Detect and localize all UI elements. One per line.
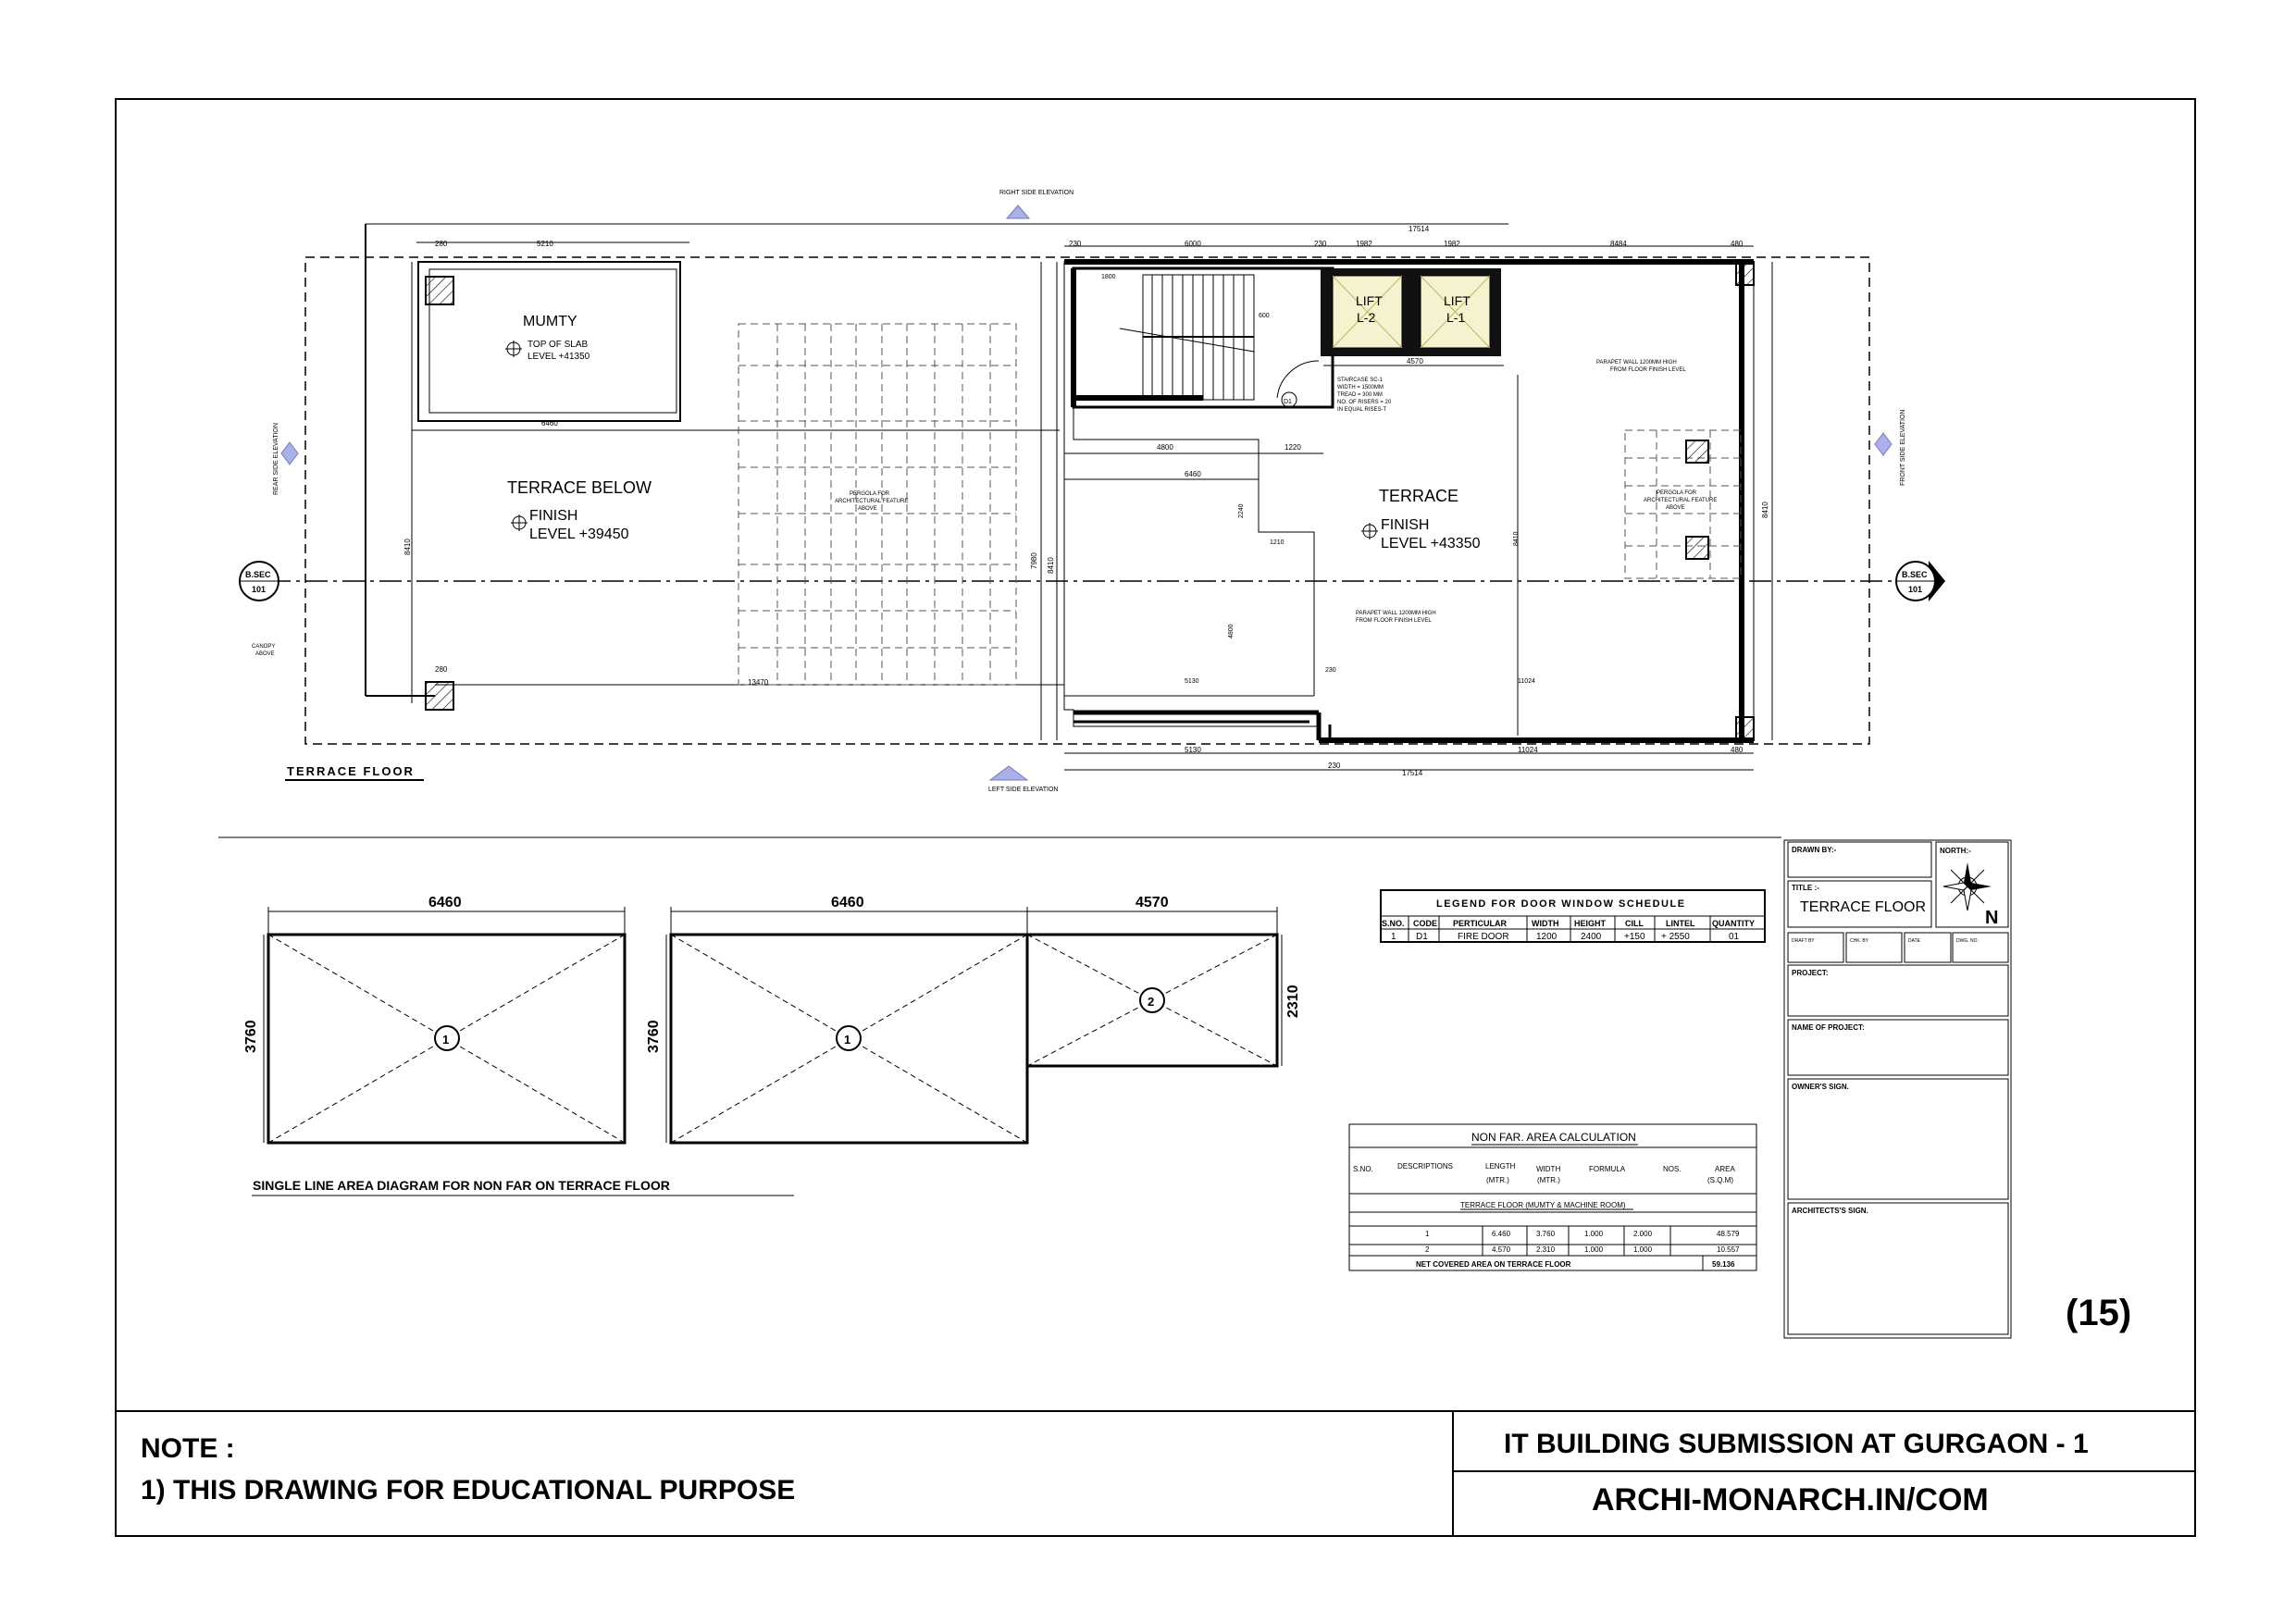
column <box>426 277 453 304</box>
dim: 280 <box>435 665 448 674</box>
dim: 480 <box>1731 746 1744 754</box>
door-tag-text: D1 <box>1284 399 1292 405</box>
calc-h-width: WIDTH <box>1536 1165 1561 1173</box>
dim: 11024 <box>1518 678 1535 685</box>
dim: 230 <box>1325 667 1336 674</box>
area2-height-1: 3760 <box>646 1020 662 1053</box>
dim: 8484 <box>1610 240 1627 248</box>
legend-h-sno: S.NO. <box>1382 919 1405 928</box>
tb-north: NORTH:- <box>1940 847 1971 855</box>
canopy-2: ABOVE <box>255 651 275 657</box>
dim: 5130 <box>1185 678 1199 685</box>
elev-right-label: FRONT SIDE ELEVATION <box>1900 409 1906 486</box>
plot-outline <box>305 257 1869 744</box>
legend-r-height: 2400 <box>1581 932 1602 942</box>
area2-height-2: 2310 <box>1285 985 1301 1018</box>
stair-up-tag: 600 <box>1259 313 1270 319</box>
dim: 6000 <box>1185 240 1201 248</box>
lift-2-label-b: L-2 <box>1357 310 1376 325</box>
legend-h-cill: CILL <box>1625 919 1644 928</box>
canopy-1: CANOPY <box>252 644 276 650</box>
parapet-note-3: PARAPET WALL 1200MM HIGH <box>1596 360 1677 365</box>
dim: 5210 <box>537 240 553 248</box>
dim: 7980 <box>1030 552 1038 569</box>
lift-1-label-b: L-1 <box>1446 310 1466 325</box>
legend-h-code: CODE <box>1413 919 1438 928</box>
mumty-slab-2: LEVEL +41350 <box>527 352 590 362</box>
legend-r-perticular: FIRE DOOR <box>1458 932 1509 942</box>
area2-width-2: 4570 <box>1136 895 1169 911</box>
calc-r1-sno: 1 <box>1425 1230 1430 1238</box>
calc-r1-width: 3.760 <box>1536 1230 1556 1238</box>
section-right-label: B.SEC <box>1902 570 1928 579</box>
tb-title-value: TERRACE FLOOR <box>1800 899 1927 915</box>
tb-project: PROJECT: <box>1792 969 1829 977</box>
legend-r-quantity: 01 <box>1729 932 1740 942</box>
tb-title-label: TITLE :- <box>1792 884 1819 892</box>
pergola-right-l2: ARCHITECTURAL FEATURE <box>1644 498 1718 503</box>
note-label: NOTE : <box>141 1433 235 1464</box>
note-text: 1) THIS DRAWING FOR EDUCATIONAL PURPOSE <box>141 1475 796 1505</box>
dim: 1210 <box>1270 539 1285 546</box>
level-symbol <box>1361 523 1378 539</box>
legend-r-lintel: + 2550 <box>1661 932 1690 942</box>
area-diagram-2 <box>666 907 1282 1143</box>
tb-drawn-by: DRAWN BY:- <box>1792 846 1837 854</box>
mumty-slab-1: TOP OF SLAB <box>527 340 589 350</box>
dim: 6460 <box>1185 470 1201 478</box>
tb-small-4: DWG. NO. <box>1956 938 1979 944</box>
tb-small-1: DRAFT BY <box>1792 938 1815 944</box>
tb-owner: OWNER'S SIGN. <box>1792 1083 1849 1091</box>
lift-2-label-a: LIFT <box>1356 293 1383 308</box>
calc-r1-nos: 2.000 <box>1633 1230 1653 1238</box>
calc-r2-width: 2.310 <box>1536 1245 1556 1254</box>
stair-note-5: IN EQUAL RISES-T <box>1337 407 1387 413</box>
calc-total-label: NET COVERED AREA ON TERRACE FLOOR <box>1416 1260 1571 1269</box>
elev-bottom-marker <box>990 766 1027 780</box>
calc-r1-length: 6.460 <box>1492 1230 1511 1238</box>
terrace-below-label: TERRACE BELOW <box>507 478 652 497</box>
sheet-number: (15) <box>2066 1293 2132 1333</box>
area2-num-1: 1 <box>844 1033 851 1047</box>
column <box>426 682 453 710</box>
elev-top-label: RIGHT SIDE ELEVATION <box>999 190 1074 196</box>
dim: 280 <box>435 240 448 248</box>
dim: 4570 <box>1407 357 1423 365</box>
area2-num-2: 2 <box>1148 995 1155 1009</box>
dim: 1220 <box>1285 443 1301 452</box>
calc-r2-nos: 1.000 <box>1633 1245 1653 1254</box>
calc-h-area: AREA <box>1715 1165 1735 1173</box>
pergola-right-l3: ABOVE <box>1666 505 1685 511</box>
calc-h-sno: S.NO. <box>1353 1165 1373 1173</box>
dim: 4800 <box>1228 624 1235 638</box>
pergola-left-l3: ABOVE <box>858 506 877 512</box>
area-caption: SINGLE LINE AREA DIAGRAM FOR NON FAR ON TERRACE FLOOR <box>253 1178 670 1193</box>
terrace-level: LEVEL +43350 <box>1381 536 1481 551</box>
terrace-floor-plan <box>239 190 1945 793</box>
terrace-finish: FINISH <box>1381 517 1430 533</box>
legend-h-quantity: QUANTITY <box>1712 919 1755 928</box>
calc-h-nos: NOS. <box>1663 1165 1682 1173</box>
legend-h-perticular: PERTICULAR <box>1453 919 1507 928</box>
dim: 8410 <box>403 539 412 555</box>
stair-note-2: WIDTH = 1500MM <box>1337 385 1384 390</box>
parapet-note-4: FROM FLOOR FINISH LEVEL <box>1610 367 1686 373</box>
tb-small-2: CHK. BY <box>1850 938 1869 944</box>
section-marker-left <box>239 561 279 601</box>
level-symbol <box>505 341 522 357</box>
area2-width-1: 6460 <box>831 895 864 911</box>
dim-top-overall: 17514 <box>1409 225 1430 233</box>
calc-section: TERRACE FLOOR (MUMTY & MACHINE ROOM) <box>1460 1201 1626 1209</box>
pergola-left-l2: ARCHITECTURAL FEATURE <box>835 499 909 504</box>
calc-total: 59.136 <box>1712 1260 1735 1269</box>
calc-h-length: LENGTH <box>1485 1162 1516 1171</box>
website: ARCHI-MONARCH.IN/COM <box>1592 1482 1989 1518</box>
legend-h-lintel: LINTEL <box>1666 919 1695 928</box>
tb-small-3: DATE <box>1908 938 1920 944</box>
legend-h-height: HEIGHT <box>1574 919 1607 928</box>
dim: 13470 <box>748 678 769 687</box>
dim: 6460 <box>541 419 558 427</box>
sheet-border <box>116 99 2195 1536</box>
calc-r1-area: 48.579 <box>1717 1230 1740 1238</box>
level-symbol <box>511 514 527 531</box>
area-diagram-1 <box>264 907 625 1143</box>
calc-h-formula: FORMULA <box>1589 1165 1626 1173</box>
tb-name-of-project: NAME OF PROJECT: <box>1792 1023 1865 1032</box>
calc-title: NON FAR. AREA CALCULATION <box>1471 1131 1636 1144</box>
pergola-right <box>1625 430 1741 578</box>
staircase <box>1120 275 1254 400</box>
calc-h-desc: DESCRIPTIONS <box>1397 1162 1454 1171</box>
calc-r2-length: 4.570 <box>1492 1245 1511 1254</box>
elev-left-marker <box>281 442 298 465</box>
dim: 1982 <box>1356 240 1372 248</box>
parapet-note-2: FROM FLOOR FINISH LEVEL <box>1356 618 1432 624</box>
lift-1-label-a: LIFT <box>1444 293 1471 308</box>
section-left-label: B.SEC <box>245 570 271 579</box>
calc-u-length: (MTR.) <box>1486 1176 1509 1184</box>
stair-note-4: NO. OF RISERS = 20 <box>1337 400 1392 405</box>
pergola-left <box>738 324 1016 685</box>
dim-bottom-overall: 17514 <box>1402 769 1423 777</box>
terrace-label: TERRACE <box>1379 487 1459 505</box>
legend-h-width: WIDTH <box>1532 919 1559 928</box>
dim: 480 <box>1731 240 1744 248</box>
stair-note-1: STAIRCASE SC-1 <box>1337 378 1383 383</box>
dim: 11024 <box>1518 746 1538 754</box>
dim: 230 <box>1328 762 1341 770</box>
legend-r-sno: 1 <box>1391 932 1396 942</box>
pergola-right-l1: PERGOLA FOR <box>1657 490 1697 496</box>
calc-r1-formula: 1.000 <box>1584 1230 1604 1238</box>
area1-height: 3760 <box>243 1020 259 1053</box>
mumty-label: MUMTY <box>523 314 577 329</box>
tb-architect: ARCHITECTS'S SIGN. <box>1792 1207 1868 1215</box>
dim: 8410 <box>1047 557 1055 574</box>
dim: 1800 <box>1101 274 1116 280</box>
elev-top-marker <box>1007 205 1029 218</box>
dim: 8410 <box>1513 531 1520 546</box>
dim: 5130 <box>1185 746 1201 754</box>
legend-title: LEGEND FOR DOOR WINDOW SCHEDULE <box>1436 898 1686 910</box>
legend-r-cill: +150 <box>1624 932 1645 942</box>
calc-u-area: (S.Q.M) <box>1707 1176 1733 1184</box>
elev-left-label: REAR SIDE ELEVATION <box>273 423 279 495</box>
area1-num: 1 <box>442 1033 450 1047</box>
pergola-left-l1: PERGOLA FOR <box>850 491 890 497</box>
parapet-note-1: PARAPET WALL 1200MM HIGH <box>1356 611 1436 616</box>
plan-title: TERRACE FLOOR <box>287 764 415 778</box>
terrace-below-level: LEVEL +39450 <box>529 527 629 542</box>
section-right-num: 101 <box>1908 585 1923 594</box>
calc-r2-sno: 2 <box>1425 1245 1430 1254</box>
dim: 8410 <box>1761 502 1769 518</box>
legend-r-code: D1 <box>1416 932 1428 942</box>
section-left-num: 101 <box>252 585 267 594</box>
project-title: IT BUILDING SUBMISSION AT GURGAON - 1 <box>1504 1429 2089 1459</box>
dim: 1982 <box>1444 240 1460 248</box>
north-arrow-icon <box>1943 862 1992 911</box>
area1-width: 6460 <box>428 895 462 911</box>
elev-bottom-label: LEFT SIDE ELEVATION <box>988 787 1059 793</box>
dim: 230 <box>1314 240 1327 248</box>
section-marker-right <box>1896 561 1945 601</box>
tb-n: N <box>1985 908 1999 928</box>
dim: 2240 <box>1238 503 1245 518</box>
stair-note-3: TREAD = 300 MM <box>1337 392 1383 398</box>
dim: 4800 <box>1157 443 1173 452</box>
legend-r-width: 1200 <box>1536 932 1558 942</box>
calc-r2-formula: 1.000 <box>1584 1245 1604 1254</box>
calc-u-width: (MTR.) <box>1537 1176 1560 1184</box>
dim: 230 <box>1069 240 1082 248</box>
terrace-below-finish: FINISH <box>529 508 578 524</box>
calc-r2-area: 10.557 <box>1717 1245 1740 1254</box>
elev-right-marker <box>1875 433 1892 455</box>
